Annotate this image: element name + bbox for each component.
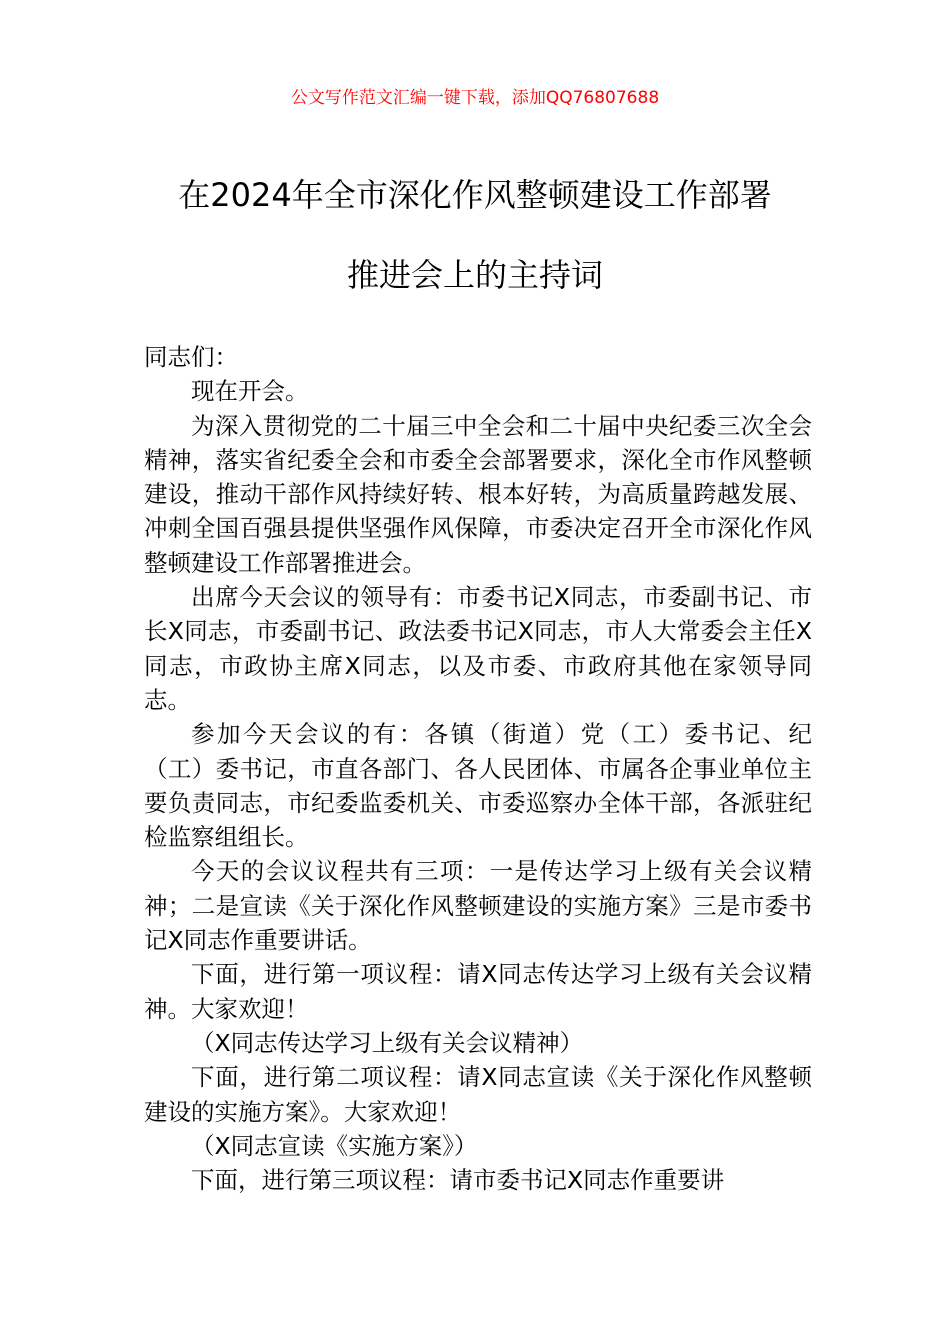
salutation: 同志们：: [144, 343, 238, 371]
download-banner: 公文写作范文汇编一键下载，添加QQ76807688: [290, 88, 660, 108]
paragraph-open: 现在开会。: [191, 377, 309, 406]
document-title: [100, 176, 850, 294]
paragraph-purpose: 为深入贯彻党的二十届三中全会和二十届中央纪委三次全会精神，落实省纪委全会和市委全会部署要求，深化全市作风整顿建设，推动干部作风持续好转、根本好转，为高质量跨越发展、冲刺全国百强县提供坚强作风保障，市委决定召开全市深化作风整顿建设工作部署推进会。: [144, 411, 812, 577]
document-body: [144, 340, 812, 1197]
paragraph-agenda: 今天的会议议程共有三项：一是传达学习上级有关会议精神；二是宣读《关于深化作风整顿建设的实施方案》三是市委书记X同志作重要讲话。: [144, 857, 812, 955]
title-line-2: 推进会上的主持词: [346, 256, 603, 294]
paragraph-stage-note-1: （X同志传达学习上级有关会议精神）: [191, 1028, 584, 1057]
paragraph-stage-note-2: （X同志宣读《实施方案》）: [191, 1131, 478, 1160]
paragraph-attending-leaders: 出席今天会议的领导有：市委书记X同志，市委副书记、市长X同志，市委副书记、政法委书记X同志，市人大常委会主任X同志，市政协主席X同志，以及市委、市政府其他在家领导同志。: [144, 583, 812, 714]
paragraph-participants: 参加今天会议的有：各镇（街道）党（工）委书记、纪（工）委书记，市直各部门、各人民团体、市属各企事业单位主要负责同志，市纪委监委机关、市委巡察办全体干部，各派驻纪检监察组组长。: [144, 720, 812, 852]
title-line-1: 在2024年全市深化作风整顿建设工作部署: [178, 176, 772, 214]
paragraph-agenda-item-1: 下面，进行第一项议程：请X同志传达学习上级有关会议精神。大家欢迎！: [144, 960, 812, 1023]
paragraph-agenda-item-3: 下面，进行第三项议程：请市委书记X同志作重要讲: [191, 1166, 725, 1195]
paragraph-agenda-item-2: 下面，进行第二项议程：请X同志宣读《关于深化作风整顿建设的实施方案》。大家欢迎！: [144, 1063, 812, 1126]
